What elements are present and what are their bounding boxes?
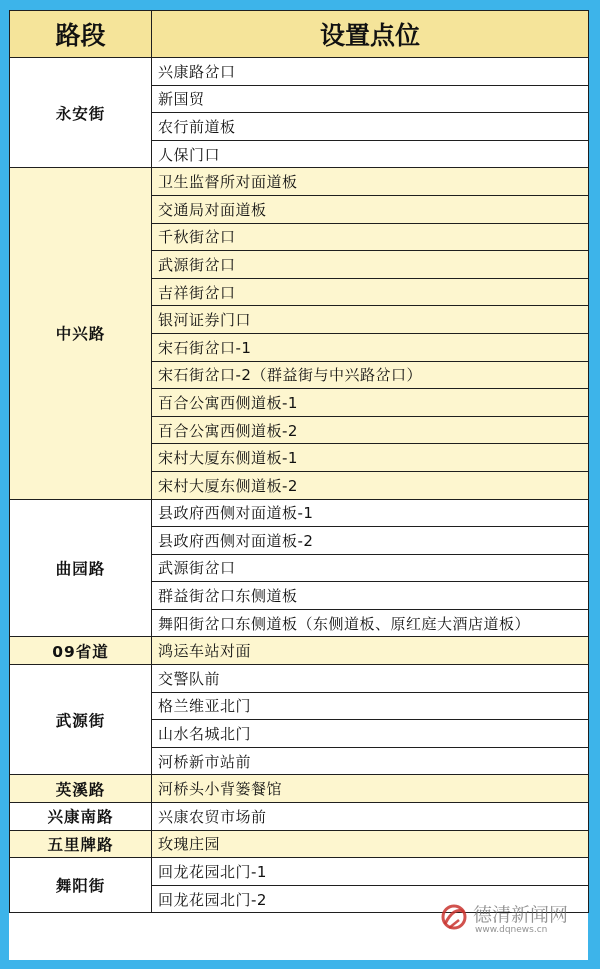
location-cell: 县政府西侧对面道板-1 — [152, 499, 589, 527]
segment-cell: 五里牌路 — [10, 830, 152, 858]
location-cell: 新国贸 — [152, 85, 589, 113]
location-cell: 百合公寓西侧道板-2 — [152, 416, 589, 444]
newspaper-logo-icon — [439, 902, 469, 932]
header-segment: 路段 — [10, 11, 152, 58]
location-cell: 兴康路岔口 — [152, 58, 589, 86]
location-cell: 宋石街岔口-2（群益街与中兴路岔口） — [152, 361, 589, 389]
location-table — [9, 10, 589, 913]
watermark-title: 德清新闻网 — [473, 904, 569, 926]
location-cell: 河桥新市站前 — [152, 747, 589, 775]
location-cell: 宋村大厦东侧道板-1 — [152, 444, 589, 472]
location-cell: 宋石街岔口-1 — [152, 333, 589, 361]
table-row — [10, 803, 589, 831]
segment-cell: 英溪路 — [10, 775, 152, 803]
location-cell: 银河证券门口 — [152, 306, 589, 334]
segment-cell: 武源街 — [10, 665, 152, 775]
table-row — [10, 168, 589, 196]
table-row — [10, 775, 589, 803]
table-row — [10, 499, 589, 527]
location-cell: 群益街岔口东侧道板 — [152, 582, 589, 610]
location-cell: 回龙花园北门-1 — [152, 858, 589, 886]
location-cell: 舞阳街岔口东侧道板（东侧道板、原红庭大酒店道板） — [152, 609, 589, 637]
segment-cell: 曲园路 — [10, 499, 152, 637]
location-cell: 卫生监督所对面道板 — [152, 168, 589, 196]
watermark — [439, 900, 589, 946]
table-row — [10, 858, 589, 886]
segment-cell: 舞阳街 — [10, 858, 152, 913]
location-cell: 交警队前 — [152, 665, 589, 693]
location-cell: 宋村大厦东侧道板-2 — [152, 471, 589, 499]
table-row — [10, 830, 589, 858]
segment-cell: 09省道 — [10, 637, 152, 665]
location-cell: 交通局对面道板 — [152, 195, 589, 223]
location-cell: 吉祥街岔口 — [152, 278, 589, 306]
header-location: 设置点位 — [152, 11, 589, 58]
table-frame — [9, 10, 588, 960]
table-row — [10, 665, 589, 693]
location-cell: 格兰维亚北门 — [152, 692, 589, 720]
location-cell: 兴康农贸市场前 — [152, 803, 589, 831]
location-cell: 县政府西侧对面道板-2 — [152, 527, 589, 555]
location-cell: 人保门口 — [152, 140, 589, 168]
table-row — [10, 637, 589, 665]
table-body — [10, 58, 589, 913]
location-cell: 山水名城北门 — [152, 720, 589, 748]
segment-cell: 兴康南路 — [10, 803, 152, 831]
segment-cell: 永安街 — [10, 58, 152, 168]
segment-cell: 中兴路 — [10, 168, 152, 499]
location-cell: 千秋街岔口 — [152, 223, 589, 251]
location-cell: 武源街岔口 — [152, 251, 589, 279]
watermark-url: www.dqnews.cn — [475, 925, 548, 935]
location-cell: 回龙花园北门-2 — [152, 885, 589, 913]
location-cell: 鸿运车站对面 — [152, 637, 589, 665]
location-cell: 玫瑰庄园 — [152, 830, 589, 858]
table-row — [10, 58, 589, 86]
location-cell: 武源街岔口 — [152, 554, 589, 582]
location-cell: 百合公寓西侧道板-1 — [152, 389, 589, 417]
location-cell: 农行前道板 — [152, 113, 589, 141]
location-cell: 河桥头小背篓餐馆 — [152, 775, 589, 803]
table-header-row — [10, 11, 589, 58]
